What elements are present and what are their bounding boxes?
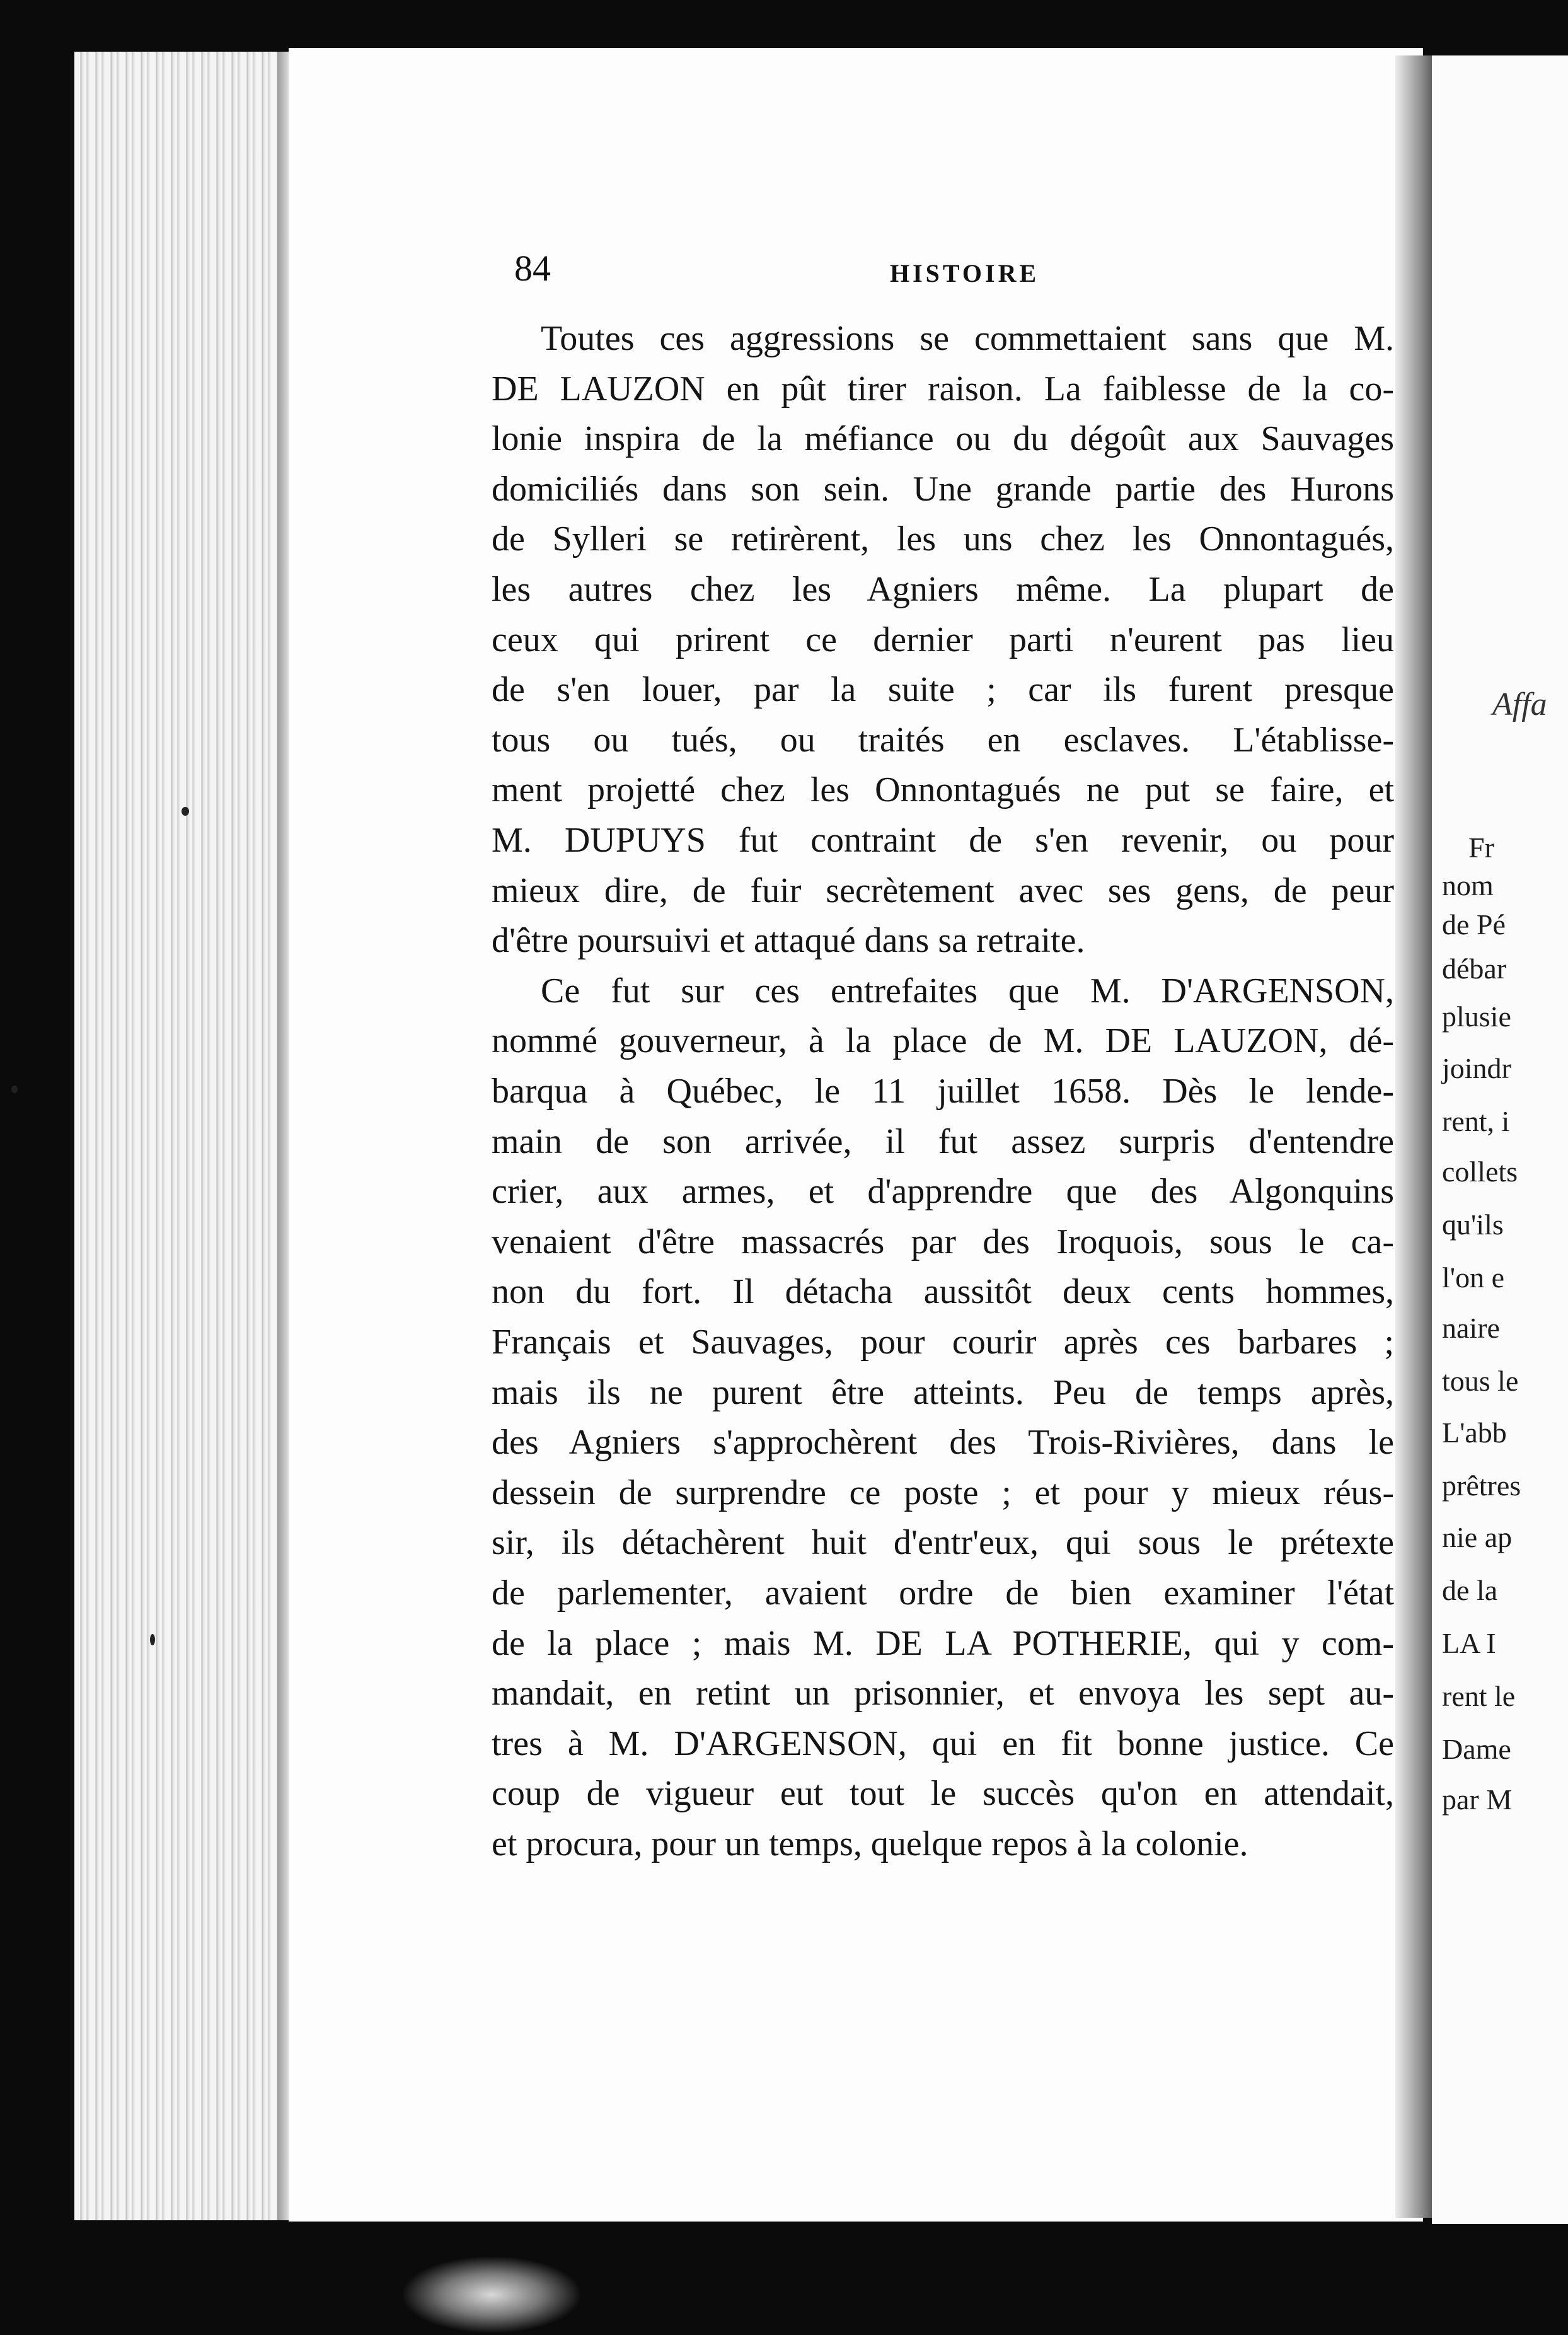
facing-text-line: de Pé bbox=[1442, 908, 1506, 941]
text-line: des Agniers s'approchèrent des Trois-Rivières, dans le bbox=[492, 1423, 1394, 1463]
text-line: Ce fut sur ces entrefaites que M. D'ARGENSON, bbox=[541, 971, 1394, 1011]
scan-smudge bbox=[403, 2257, 580, 2332]
text-line: ceux qui prirent ce dernier parti n'eurent pas lieu bbox=[492, 620, 1394, 659]
facing-page bbox=[1432, 55, 1568, 2224]
facing-text-line: rent, i bbox=[1442, 1105, 1510, 1137]
text-line: tous ou tués, ou traités en esclaves. L'établisse- bbox=[492, 720, 1394, 760]
text-line: mais ils ne purent être atteints. Peu de temps après, bbox=[492, 1372, 1394, 1412]
text-line: de Sylleri se retirèrent, les uns chez les Onnontagués, bbox=[492, 519, 1394, 559]
text-line: dessein de surprendre ce poste ; et pour y mieux réus- bbox=[492, 1473, 1394, 1512]
book-page-edges bbox=[74, 52, 289, 2220]
facing-text-line: Dame bbox=[1442, 1733, 1511, 1765]
facing-text-line: L'abb bbox=[1442, 1417, 1507, 1449]
dust-speck bbox=[150, 1634, 155, 1645]
text-line: et procura, pour un temps, quelque repos à la colonie. bbox=[492, 1824, 1248, 1863]
text-line: M. DUPUYS fut contraint de s'en revenir, ou pour bbox=[492, 821, 1394, 860]
facing-text-line: de la bbox=[1442, 1574, 1498, 1606]
facing-text-line: Fr bbox=[1468, 831, 1494, 864]
facing-text-line: débar bbox=[1442, 953, 1507, 985]
text-line: DE LAUZON en pût tirer raison. La faiblesse de la co- bbox=[492, 369, 1394, 408]
facing-text-line: rent le bbox=[1442, 1680, 1516, 1712]
facing-text-line: LA I bbox=[1442, 1627, 1496, 1659]
text-line: de parlementer, avaient ordre de bien examiner l'état bbox=[492, 1573, 1394, 1613]
text-line: d'être poursuivi et attaqué dans sa retraite. bbox=[492, 921, 1085, 961]
text-line: lonie inspira de la méfiance ou du dégoût aux Sauvages bbox=[492, 419, 1394, 459]
text-line: tres à M. D'ARGENSON, qui en fit bonne justice. Ce bbox=[492, 1724, 1394, 1763]
facing-text-line: nie ap bbox=[1442, 1521, 1513, 1553]
facing-text-line: par M bbox=[1442, 1783, 1513, 1816]
facing-text-line: l'on e bbox=[1442, 1261, 1504, 1294]
book-gutter bbox=[1395, 55, 1433, 2218]
text-line: les autres chez les Agniers même. La plupart de bbox=[492, 570, 1394, 609]
text-line: domiciliés dans son sein. Une grande partie des Hurons bbox=[492, 469, 1394, 509]
facing-text-line: naire bbox=[1442, 1312, 1500, 1344]
text-line: de s'en louer, par la suite ; car ils furent presque bbox=[492, 670, 1394, 710]
dust-speck bbox=[182, 807, 189, 816]
text-line: coup de vigueur eut tout le succès qu'on en attendait, bbox=[492, 1774, 1394, 1814]
text-line: barqua à Québec, le 11 juillet 1658. Dès le lende- bbox=[492, 1072, 1394, 1111]
facing-text-line: joindr bbox=[1442, 1052, 1511, 1084]
text-line: mieux dire, de fuir secrètement avec ses gens, de peur bbox=[492, 871, 1394, 910]
facing-text-line: plusie bbox=[1442, 1000, 1511, 1033]
text-line: Français et Sauvages, pour courir après ces barbares ; bbox=[492, 1323, 1394, 1362]
text-line: non du fort. Il détacha aussitôt deux cents hommes, bbox=[492, 1272, 1394, 1312]
text-line: main de son arrivée, il fut assez surpris d'entendre bbox=[492, 1121, 1394, 1161]
text-line: ment projetté chez les Onnontagués ne put se faire, et bbox=[492, 770, 1394, 810]
text-line: crier, aux armes, et d'apprendre que des Algonquins bbox=[492, 1172, 1394, 1212]
text-line: sir, ils détachèrent huit d'entr'eux, qui sous le prétexte bbox=[492, 1523, 1394, 1563]
page-number: 84 bbox=[514, 248, 551, 289]
facing-text-line: tous le bbox=[1442, 1365, 1519, 1397]
text-line: Toutes ces aggressions se commettaient sans que M. bbox=[541, 319, 1394, 358]
text-line: nommé gouverneur, à la place de M. DE LAUZON, dé- bbox=[492, 1021, 1394, 1061]
dust-speck bbox=[11, 1086, 18, 1093]
text-line: mandait, en retint un prisonnier, et envoya les sept au- bbox=[492, 1674, 1394, 1713]
facing-text-line: nom bbox=[1442, 869, 1494, 901]
running-head: HISTOIRE bbox=[890, 259, 1040, 287]
facing-text-line: qu'ils bbox=[1442, 1208, 1504, 1241]
facing-page-header: Affa bbox=[1492, 687, 1547, 722]
facing-text-line: prêtres bbox=[1442, 1469, 1521, 1502]
facing-text-line: collets bbox=[1442, 1156, 1518, 1188]
text-line: venaient d'être massacrés par des Iroquois, sous le ca- bbox=[492, 1222, 1394, 1261]
text-line: de la place ; mais M. DE LA POTHERIE, qui y com- bbox=[492, 1623, 1394, 1663]
